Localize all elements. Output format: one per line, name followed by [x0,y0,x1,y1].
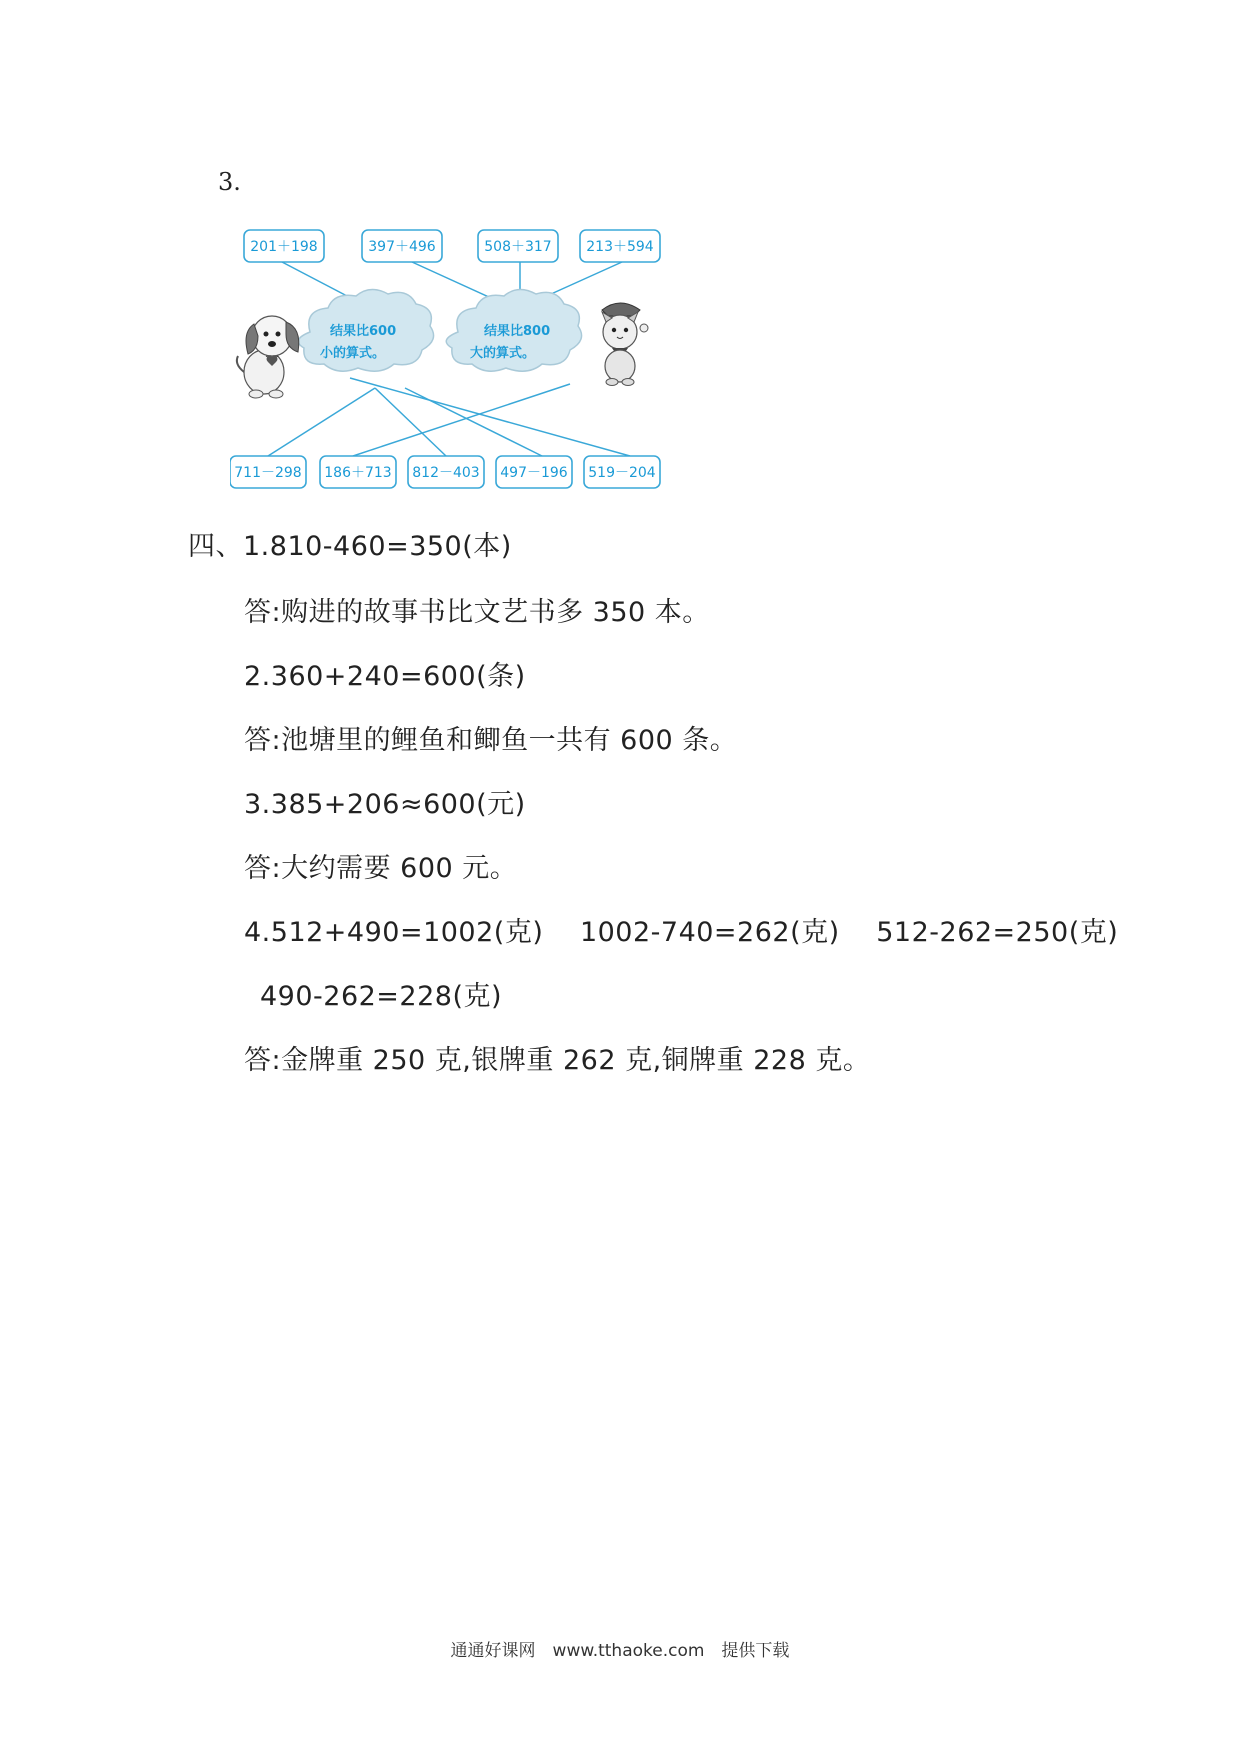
bottom-expression-boxes [230,456,660,488]
answer-line-1: 四、1.810-460=350(本) [188,531,512,562]
top-expression-box [244,230,324,262]
bottom-expression-box-label: 711－298 [234,465,302,481]
matching-diagram [230,220,670,500]
answer-line-6: 答:大约需要 600 元。 [244,853,518,884]
connector-line [405,388,542,456]
answer-line-2: 答:购进的故事书比文艺书多 350 本。 [244,597,710,628]
top-expression-box-label: 397＋496 [368,239,436,255]
cloud-large-line1: 结果比800 [484,324,551,339]
answer-line-8: 490-262=228(克) [260,981,503,1012]
bottom-expression-box-label: 497－196 [500,465,568,481]
bottom-expression-box-label: 186＋713 [324,465,392,481]
answer-line-3: 2.360+240=600(条) [244,661,526,692]
bottom-expression-box-label: 812－403 [412,465,480,481]
top-expression-box [362,230,442,262]
answer-line-5: 3.385+206≈600(元) [244,789,526,820]
cloud-large-line2: 大的算式。 [470,346,536,361]
bottom-expression-box-label: 519－204 [588,465,656,481]
bottom-expression-box [320,456,396,488]
top-expression-boxes [244,230,660,262]
cat-icon [602,303,648,386]
bottom-expression-box [584,456,660,488]
connector-line [268,388,375,456]
answer-line-4: 答:池塘里的鲤鱼和鲫鱼一共有 600 条。 [244,725,738,756]
bottom-expression-box [496,456,572,488]
top-expression-box-label: 201＋198 [250,239,318,255]
question-number: 3. [218,168,241,196]
top-expression-box-label: 213＋594 [586,239,654,255]
cloud-small-line2: 小的算式。 [320,346,386,361]
top-expression-box [478,230,558,262]
answer-line-9: 答:金牌重 250 克,银牌重 262 克,铜牌重 228 克。 [244,1045,871,1076]
cloud-small [298,289,433,371]
connector-line [353,384,570,456]
top-expression-box-label: 508＋317 [484,239,552,255]
bottom-expression-box [230,456,306,488]
footer-credit: 通通好课网 www.tthaoke.com 提供下载 [450,1641,790,1661]
cloud-small-line1: 结果比600 [330,324,397,339]
top-expression-box [580,230,660,262]
cloud-large [446,289,581,371]
dog-icon [237,316,299,398]
connector-line [350,378,630,456]
answer-line-7: 4.512+490=1002(克) 1002-740=262(克) 512-262=250(克) [244,917,1119,948]
bottom-expression-box [408,456,484,488]
